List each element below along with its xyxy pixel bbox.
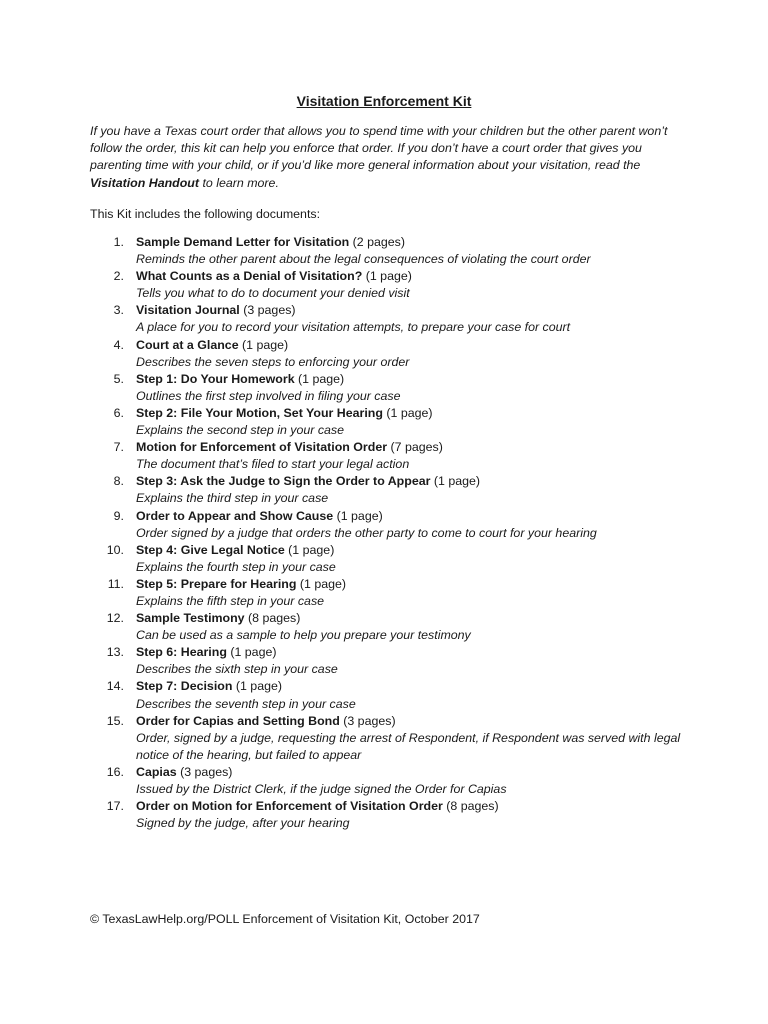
item-page-count: (1 page) xyxy=(296,576,347,591)
item-number: 3. xyxy=(113,303,124,318)
intro-paragraph xyxy=(90,123,690,192)
list-item xyxy=(90,678,690,712)
item-number: 11. xyxy=(107,576,124,591)
item-description: Signed by the judge, after your hearing xyxy=(136,816,350,831)
intro-text-end: to learn more. xyxy=(199,175,279,190)
item-document-name: Motion for Enforcement of Visitation Order xyxy=(136,440,388,455)
item-page-count: (1 page) xyxy=(226,645,277,660)
list-item xyxy=(90,337,690,371)
list-item xyxy=(90,268,690,302)
item-page-count: (1 page) xyxy=(238,337,289,352)
list-item xyxy=(90,764,690,798)
list-item xyxy=(90,234,690,268)
item-page-count: (3 pages) xyxy=(239,303,296,318)
item-description: Can be used as a sample to help you prepare your testimony xyxy=(136,628,471,643)
item-page-count: (1 page) xyxy=(362,269,412,284)
item-number: 6. xyxy=(113,405,124,420)
item-document-name: Step 7: Decision xyxy=(136,679,233,694)
item-number: 9. xyxy=(113,508,124,523)
list-item xyxy=(90,713,690,764)
page-footer: © TexasLawHelp.org/POLL Enforcement of Visitation Kit, October 2017 xyxy=(90,912,480,926)
page-title: Visitation Enforcement Kit xyxy=(296,93,472,109)
list-item xyxy=(90,302,690,336)
item-document-name: Step 5: Prepare for Hearing xyxy=(136,576,297,591)
item-description: Describes the seven steps to enforcing your order xyxy=(136,354,410,369)
item-number: 13. xyxy=(106,645,124,660)
list-item xyxy=(90,371,690,405)
list-item xyxy=(90,576,690,610)
intro-text: If you have a Texas court order that allows you to spend time with your children but the other parent won’t follow the order, this kit can help you enforce that order. If you don’t have a court order that gives you parenting time with your child, or if you’d like more general information about your visitation, read the xyxy=(90,124,668,173)
item-number: 7. xyxy=(113,440,124,455)
item-document-name: What Counts as a Denial of Visitation? xyxy=(136,269,363,284)
item-number: 15. xyxy=(106,713,124,728)
item-number: 12. xyxy=(106,611,124,626)
item-document-name: Order to Appear and Show Cause xyxy=(136,508,334,523)
list-item xyxy=(90,542,690,576)
item-description: Explains the second step in your case xyxy=(136,423,345,438)
list-item xyxy=(90,473,690,507)
item-document-name: Step 6: Hearing xyxy=(136,645,227,660)
item-page-count: (1 page) xyxy=(284,542,335,557)
list-item xyxy=(90,508,690,542)
item-description: Describes the seventh step in your case xyxy=(136,696,356,711)
item-description: Reminds the other parent about the legal consequences of violating the court order xyxy=(136,252,591,267)
item-page-count: (1 page) xyxy=(430,474,481,489)
item-document-name: Step 3: Ask the Judge to Sign the Order to Appear xyxy=(136,474,431,489)
item-page-count: (8 pages) xyxy=(442,799,499,814)
item-document-name: Visitation Journal xyxy=(136,303,240,318)
list-item xyxy=(90,610,690,644)
list-item xyxy=(90,798,690,832)
list-item xyxy=(90,405,690,439)
item-description: Explains the third step in your case xyxy=(136,491,329,506)
item-number: 10. xyxy=(106,542,124,557)
item-number: 14. xyxy=(106,679,124,694)
item-number: 2. xyxy=(113,269,124,284)
item-page-count: (7 pages) xyxy=(387,440,443,455)
item-document-name: Sample Demand Letter for Visitation xyxy=(136,235,350,249)
item-document-name: Step 4: Give Legal Notice xyxy=(136,542,285,557)
item-document-name: Step 1: Do Your Homework xyxy=(136,371,295,386)
item-number: 5. xyxy=(113,371,124,386)
list-item xyxy=(90,439,690,473)
item-document-name: Step 2: File Your Motion, Set Your Hearing xyxy=(136,405,383,420)
item-document-name: Order on Motion for Enforcement of Visitation Order xyxy=(136,799,443,814)
item-description: Tells you what to do to document your denied visit xyxy=(136,286,410,301)
item-page-count: (8 pages) xyxy=(244,611,301,626)
item-page-count: (3 pages) xyxy=(176,764,233,779)
item-page-count: (1 page) xyxy=(333,508,383,523)
item-description: Explains the fifth step in your case xyxy=(136,593,325,608)
item-document-name: Capias xyxy=(136,764,177,779)
item-document-name: Court at a Glance xyxy=(136,337,239,352)
item-description: The document that’s filed to start your legal action xyxy=(136,457,410,472)
item-number: 8. xyxy=(113,474,124,489)
item-description: Explains the fourth step in your case xyxy=(136,559,336,574)
item-page-count: (1 page) xyxy=(382,405,433,420)
visitation-handout-reference: Visitation Handout xyxy=(90,175,199,190)
list-item xyxy=(90,644,690,678)
item-page-count: (2 pages) xyxy=(349,235,406,249)
item-description: Order signed by a judge that orders the other party to come to court for your hearing xyxy=(136,525,597,540)
item-description: A place for you to record your visitation attempts, to prepare your case for court xyxy=(136,320,571,335)
item-description: Issued by the District Clerk, if the judge signed the Order for Capias xyxy=(136,782,507,796)
item-document-name: Order for Capias and Setting Bond xyxy=(136,713,340,728)
document-list xyxy=(90,234,690,832)
item-number: 4. xyxy=(113,337,124,352)
item-page-count: (3 pages) xyxy=(339,713,396,728)
item-page-count: (1 page) xyxy=(294,371,345,386)
item-description: Order, signed by a judge, requesting the arrest of Respondent, if Respondent was served with legal notice of the hearing, but failed to appear xyxy=(136,730,681,762)
item-page-count: (1 page) xyxy=(232,679,282,694)
list-lead-text: This Kit includes the following documents: xyxy=(90,207,321,221)
item-number: 17. xyxy=(106,799,124,814)
item-document-name: Sample Testimony xyxy=(136,611,245,626)
item-number: 1. xyxy=(113,235,124,249)
item-description: Outlines the first step involved in filing your case xyxy=(136,388,401,403)
item-number: 16. xyxy=(106,764,124,779)
item-description: Describes the sixth step in your case xyxy=(136,662,338,677)
